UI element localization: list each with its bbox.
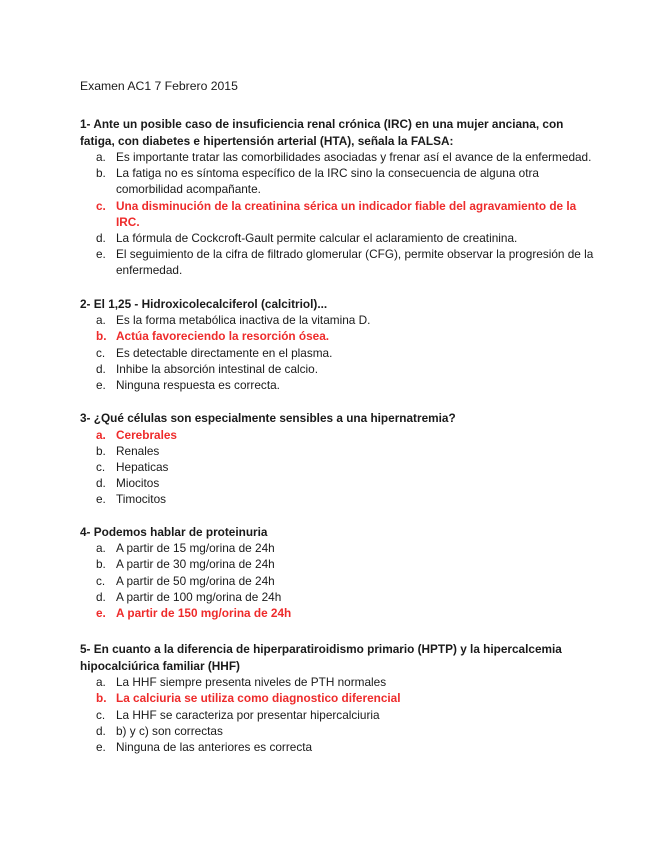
option-b-correct-answer [80,690,600,706]
option-letter: e. [96,739,106,754]
question-2 [80,296,600,394]
option-text: Una disminución de la creatinina sérica un indicador fiable del agravamiento de la IRC. [116,198,577,229]
exam-page [80,78,600,772]
option-letter: e. [96,492,106,507]
option-letter: a. [96,150,106,164]
option-letter: c. [96,345,106,360]
option-c [80,573,600,589]
option-letter: e. [96,247,106,262]
option-d [80,723,600,739]
option-c [80,707,600,723]
option-letter: c. [96,460,106,475]
option-b [80,443,600,459]
option-text: A partir de 30 mg/orina de 24h [116,557,275,572]
option-text: Es importante tratar las comorbilidades asociadas y frenar así el avance de la enfermedad. [116,150,592,164]
option-text: A partir de 15 mg/orina de 24h [116,541,275,556]
option-c [80,345,600,361]
option-text: Cerebrales [116,427,177,442]
option-a [80,540,600,556]
option-text: A partir de 100 mg/orina de 24h [116,589,282,604]
option-e-correct-answer [80,605,600,621]
option-e [80,739,600,755]
option-letter: c. [96,707,106,722]
option-d [80,475,600,491]
option-a [80,312,600,328]
option-text: La fórmula de Cockcroft-Gault permite calcular el aclaramiento de creatinina. [116,231,518,246]
options-list [80,312,600,393]
option-d [80,589,600,605]
option-text: A partir de 150 mg/orina de 24h [116,605,292,620]
question-text: 1- Ante un posible caso de insuficiencia renal crónica (IRC) en una mujer anciana, con fatiga, con diabetes e hipertensión arterial (HTA), señala la FALSA: [80,117,564,148]
option-letter: d. [96,723,106,738]
option-text: El seguimiento de la cifra de filtrado glomerular (CFG), permite observar la progresión de la enfermedad. [116,247,594,278]
option-e [80,246,600,278]
option-d [80,230,600,246]
option-b-correct-answer [80,328,600,344]
option-text: Es detectable directamente en el plasma. [116,345,333,360]
document-title: Examen AC1 7 Febrero 2015 [80,79,238,93]
option-b [80,556,600,572]
options-list [80,427,600,508]
option-letter: c. [96,198,106,213]
option-text: Hepaticas [116,460,169,475]
option-letter: e. [96,377,106,392]
option-text: A partir de 50 mg/orina de 24h [116,573,275,588]
question-text: 2- El 1,25 - Hidroxicolecalciferol (calcitriol)... [80,296,328,311]
option-letter: c. [96,573,106,588]
question-text: 4- Podemos hablar de proteinuria [80,524,268,539]
option-letter: b. [96,166,106,181]
question-text: 3- ¿Qué células son especialmente sensibles a una hipernatremia? [80,411,456,426]
option-letter: d. [96,361,106,376]
option-letter: b. [96,691,107,706]
question-text: 5- En cuanto a la diferencia de hiperparatiroidismo primario (HPTP) y la hipercalcemia hipocalciúrica familiar (HHF) [80,642,562,673]
option-text: La HHF siempre presenta niveles de PTH normales [116,675,387,690]
option-letter: a. [96,313,106,328]
option-text: Ninguna de las anteriores es correcta [116,739,313,754]
option-b [80,165,600,197]
option-text: La HHF se caracteriza por presentar hipercalciuria [116,707,380,722]
option-e [80,377,600,393]
option-letter: d. [96,589,106,604]
option-text: La calciuria se utiliza como diagnostico diferencial [116,691,401,706]
option-letter: d. [96,476,106,491]
option-text: Inhibe la absorción intestinal de calcio. [116,361,318,376]
option-c-correct-answer [80,198,600,230]
option-text: La fatiga no es síntoma específico de la IRC sino la consecuencia de alguna otra comorbilidad acompañante. [116,166,539,197]
option-c [80,459,600,475]
option-letter: b. [96,443,106,458]
option-text: Actúa favoreciendo la resorción ósea. [116,329,330,344]
option-text: Miocitos [116,476,160,491]
question-5 [80,641,600,755]
option-letter: a. [96,541,106,556]
option-e [80,491,600,507]
option-text: Es la forma metabólica inactiva de la vitamina D. [116,313,371,328]
option-text: b) y c) son correctas [116,723,223,738]
option-a [80,674,600,690]
question-3 [80,410,600,508]
option-a-correct-answer [80,427,600,443]
option-d [80,361,600,377]
option-text: Ninguna respuesta es correcta. [116,377,280,392]
question-4 [80,524,600,622]
options-list [80,674,600,755]
option-text: Renales [116,443,160,458]
option-text: Timocitos [116,492,167,507]
question-1 [80,116,600,279]
option-letter: a. [96,427,106,442]
options-list [80,149,600,279]
option-a [80,149,600,165]
option-letter: e. [96,605,106,620]
option-letter: b. [96,557,106,572]
option-letter: d. [96,231,106,246]
option-letter: b. [96,329,107,344]
options-list [80,540,600,621]
option-letter: a. [96,675,106,690]
